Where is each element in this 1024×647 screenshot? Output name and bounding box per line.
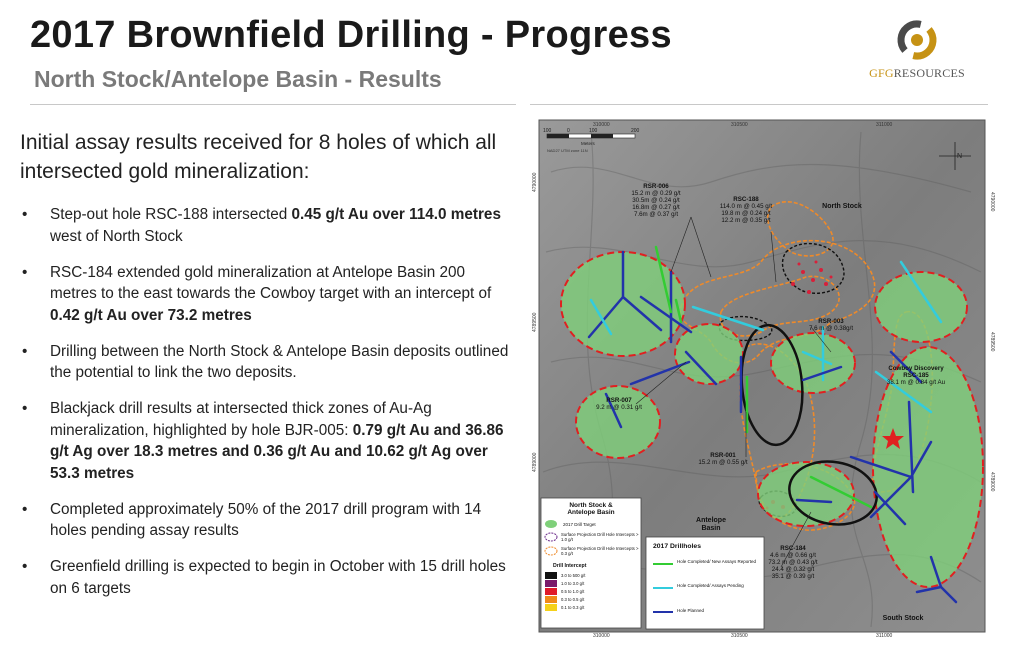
easting-tick-2-bottom: 310500 [731,633,748,639]
place-antelope-basin-2: Basin [701,525,721,532]
legend2-title: 2017 Drillholes [653,543,701,550]
legend-planned-label: Hole Planned [677,608,705,613]
legend1-title-1: North Stock & [569,502,613,509]
drill-target [771,333,855,393]
hole-label-rsr007: RSR-007 [606,397,632,404]
bullet-item [20,262,515,327]
intro-text: Initial assay results received for 8 holes of which all intersected gold mineralization: [20,131,497,183]
legend-intercept-swatch [545,580,557,587]
slide-title: 2017 Brownfield Drilling - Progress [30,14,672,56]
legend1-title-2: Antelope Basin [567,509,615,516]
legend-proj1-label: Surface Projection Drill Hole Intercepts > 1.0 g/t [561,532,639,542]
map-svg [531,112,993,642]
legend-pending-label: Hole Completed/ Assays Pending [677,583,744,588]
legend-intercept-label: 0.1 to 0.3 g/t [561,605,585,610]
easting-tick-3: 311000 [876,122,893,128]
logo-suffix: RESOURCES [893,66,965,80]
hole-rsr001-line: 15.2 m @ 0.55 g/t [698,459,748,466]
place-north-stock: North Stock [822,203,862,210]
hole-rsc185-line: 38.1 m @ 0.84 g/t Au [886,379,946,386]
drill-map [531,112,993,642]
northing-tick-2: 4789500 [532,312,538,332]
company-logo [862,14,972,84]
place-south-stock: South Stock [882,615,924,622]
hole-rsr007-line: 9.2 m @ 0.31 g/t [596,404,642,411]
bullet-item [20,556,515,599]
hole-rsr006-line: 30.5m @ 0.24 g/t [632,197,680,204]
bullet-text: Blackjack drill results at intersected thick zones of Au-Ag mineralization, highlighted by hole BJR-005: [50,400,432,439]
swirl-logo-icon [862,14,972,68]
scale-label-100a: 100 [543,128,552,134]
legend-intercept-swatch [545,604,557,611]
legend-intercept-label: 1.0 to 3.0 g/t [561,581,585,586]
hole-label-rsr003: RSR-003 [818,318,844,325]
hole-rsc188-line: 12.2 m @ 0.35 g/t [721,217,771,224]
legend-intercept-title: Drill Intercept [553,563,587,569]
bullet-item [20,204,515,247]
scale-label-200: 200 [631,128,640,134]
easting-tick-1: 310000 [593,122,610,128]
bullet-text: Step-out hole RSC-188 intersected [50,206,292,223]
hole-label-rsr006: RSR-006 [643,183,669,190]
title-divider [30,104,516,105]
slide-subtitle: North Stock/Antelope Basin - Results [34,66,442,92]
bullet-highlight: 0.42 g/t Au over 73.2 metres [50,306,252,324]
bullet-highlight: 0.45 g/t Au over 114.0 metres [291,206,501,223]
legend-proj2-label: Surface Projection Drill Hole Intercepts > 0.3 g/t [561,546,639,556]
logo-wordmark [862,66,972,81]
hole-rsr006-line: 15.2 m @ 0.29 g/t [631,190,681,197]
hole-rsr003-line: 7.6 m @ 0.38g/t [808,325,854,332]
hole-label-rsc185: RSC-185 [903,372,929,379]
legend-intercept-label: 0.5 to 1.0 g/t [561,589,585,594]
legend-intercept-swatch [545,588,557,595]
bullet-text: Drilling between the North Stock & Antelope Basin deposits outlined the potential to link the two deposits. [50,342,509,381]
scale-label-100b: 100 [589,128,598,134]
hole-rsc184-line: 73.2 m @ 0.43 g/t [768,559,818,566]
bullet-text: Completed approximately 50% of the 2017 drill program with 14 holes pending assay results [50,500,482,539]
legend-intercept-swatch [545,596,557,603]
north-label: N [957,153,963,160]
title-divider-right [530,104,988,105]
legend-intercept-label: 3.0 to 500 g/t [561,573,586,578]
legend-intercept-swatch [545,572,557,579]
hole-rsc184-line: 24.4 @ 0.32 g/t [771,566,815,573]
scale-label-0: 0 [567,128,570,134]
legend-completed-label: Hole Completed/ New Assays Reported [677,559,757,564]
northing-tick-2-right: 4789500 [989,332,995,352]
scale-projection: NAD27 UTM zone 11N [547,148,588,153]
place-antelope-basin-1: Antelope [696,517,726,524]
scale-unit: Meters [581,141,595,146]
bullet-text: Greenfield drilling is expected to begin in October with 15 drill holes on 6 targets [50,558,506,597]
bullet-item [20,398,515,484]
hole-rsc184-line: 4.6 m @ 0.66 g/t [770,552,816,559]
legend-drillholes [646,537,764,629]
logo-prefix: GFG [869,66,894,80]
hole-rsc184-line: 35.1 @ 0.39 g/t [771,573,815,580]
northing-tick-3-right: 4789000 [989,472,995,492]
hole-rsc188-line: 114.0 m @ 0.45 g/t [719,203,773,210]
northing-tick-1-right: 4790000 [989,192,995,212]
hole-rsc188-line: 19.8 m @ 0.24 g/t [721,210,771,217]
hole-rsr006-line: 16.8m @ 0.27 g/t [632,204,680,211]
northing-tick-3: 4789000 [532,452,538,472]
easting-tick-2: 310500 [731,122,748,128]
legend-target-label: 2017 Drill Target [563,522,596,527]
drill-target [875,272,967,342]
easting-tick-1-bottom: 310000 [593,633,610,639]
place-cowboy: Cowboy Discovery [888,365,944,372]
legend-north-stock [541,498,641,628]
bullet-text-tail: west of North Stock [50,227,183,245]
hole-label-rsc184: RSC-184 [780,545,806,552]
hole-rsr006-line: 7.6m @ 0.37 g/t [633,211,679,218]
bullet-highlight: 0.79 g/t Au and 36.86 g/t Ag over 18.3 metres and 0.36 g/t Au and 10.62 g/t Ag over 53.3 metres [50,421,504,482]
northing-tick-1: 4790000 [532,172,538,192]
easting-tick-3-bottom: 311000 [876,633,893,639]
legend-intercept-label: 0.3 to 0.5 g/t [561,597,585,602]
bullet-item [20,499,515,542]
hole-label-rsc188: RSC-188 [733,196,759,203]
hole-label-rsr001: RSR-001 [710,452,736,459]
bullet-text: RSC-184 extended gold mineralization at Antelope Basin 200 metres to the east towards the Cowboy target with an intercept of [50,263,492,302]
bullet-item [20,341,515,384]
legend-target-swatch [545,520,557,528]
bullet-list [20,204,515,614]
